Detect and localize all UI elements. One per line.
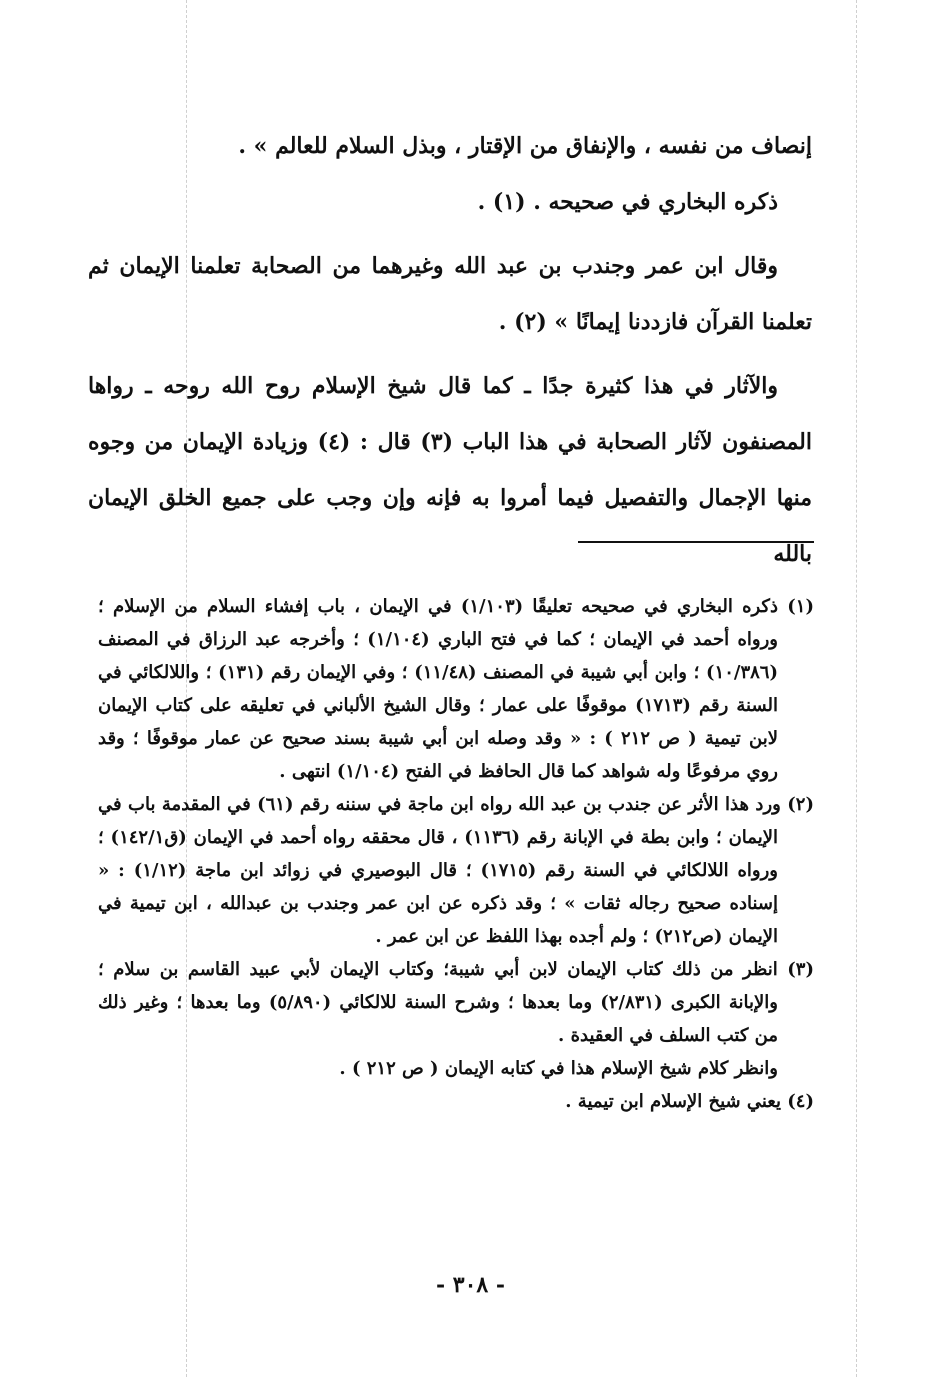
footnote-separator [578, 541, 814, 543]
footnote: (٢) ورد هذا الأثر عن جندب بن عبد الله رواه ابن ماجة في سننه رقم (٦١) في المقدمة باب في الإيمان ؛ وابن بطة في الإبانة رقم (١١٣٦) ، قال محققه رواه أحمد في الإيمان (ق١٤٢/١) ؛ ورواه اللالكائي في السنة رقم (١٧١٥) ؛ قال البوصيري في زوائد ابن ماجة (١/١٢) : « إسناده صحيح رجاله ثقات » ؛ وقد ذكره عن ابن عمر وجندب بن عبدالله ، ابن تيمية في الإيمان (ص٢١٢) ؛ ولم أجده بهذا اللفظ عن ابن عمر . [98, 794, 814, 947]
footnote: (١) ذكره البخاري في صحيحه تعليقًا (١/١٠٣) في الإيمان ، باب إفشاء السلام من الإسلام ؛ ورواه أحمد في الإيمان ؛ كما في فتح الباري (١/١٠٤) ؛ وأخرجه عبد الرزاق في المصنف (١٠/٣٨٦) ؛ وابن أبي شيبة في المصنف (١١/٤٨) ؛ وفي الإيمان رقم (١٣١) ؛ واللالكائي في السنة رقم (١٧١٣) موقوفًا على عمار ؛ وقال الشيخ الألباني في تعليقه على كتاب الإيمان لابن تيمية ( ص ٢١٢ ) : « وقد وصله ابن أبي شيبة بسند صحيح عن عمار موقوفًا ؛ وقد روي مرفوعًا وله شواهد كما قال الحافظ في الفتح (١/١٠٤) انتهى . [98, 596, 814, 782]
body-paragraph: وقال ابن عمر وجندب بن عبد الله وغيرهما من الصحابة تعلمنا الإيمان ثم تعلمنا القرآن فازددنا إيمانًا » (٢) . [88, 253, 812, 335]
footnotes [98, 590, 814, 1118]
body-paragraph: إنصاف من نفسه ، والإنفاق من الإقتار ، وبذل السلام للعالم » . [238, 133, 812, 159]
footnote: (٤) يعني شيخ الإسلام ابن تيمية . [565, 1091, 814, 1112]
footnote-continuation: وانظر كلام شيخ الإسلام هذا في كتابه الإيمان ( ص ٢١٢ ) . [339, 1058, 778, 1079]
main-text [88, 118, 812, 582]
body-paragraph: والآثار في هذا كثيرة جدًا ـ كما قال شيخ الإسلام روح الله روحه ـ رواها المصنفون لآثار الصحابة في هذا الباب (٣) قال : (٤) وزيادة الإيمان من وجوه منها الإجمال والتفصيل فيما أمروا به فإنه وإن وجب على جميع الخلق الإيمان بالله [88, 373, 813, 567]
body-paragraph: ذكره البخاري في صحيحه . (١) . [477, 189, 778, 215]
scan-guide-line [856, 0, 857, 1377]
page-number: - ٣٠٨ - [435, 1272, 506, 1298]
footnote: (٣) انظر من ذلك كتاب الإيمان لابن أبي شيبة؛ وكتاب الإيمان لأبي عبيد القاسم بن سلام ؛ والإبانة الكبرى (٢/٨٣١) وما بعدها ؛ وشرح السنة للالكائي (٥/٨٩٠) وما بعدها ؛ وغير ذلك من كتب السلف في العقيدة . [98, 959, 814, 1046]
